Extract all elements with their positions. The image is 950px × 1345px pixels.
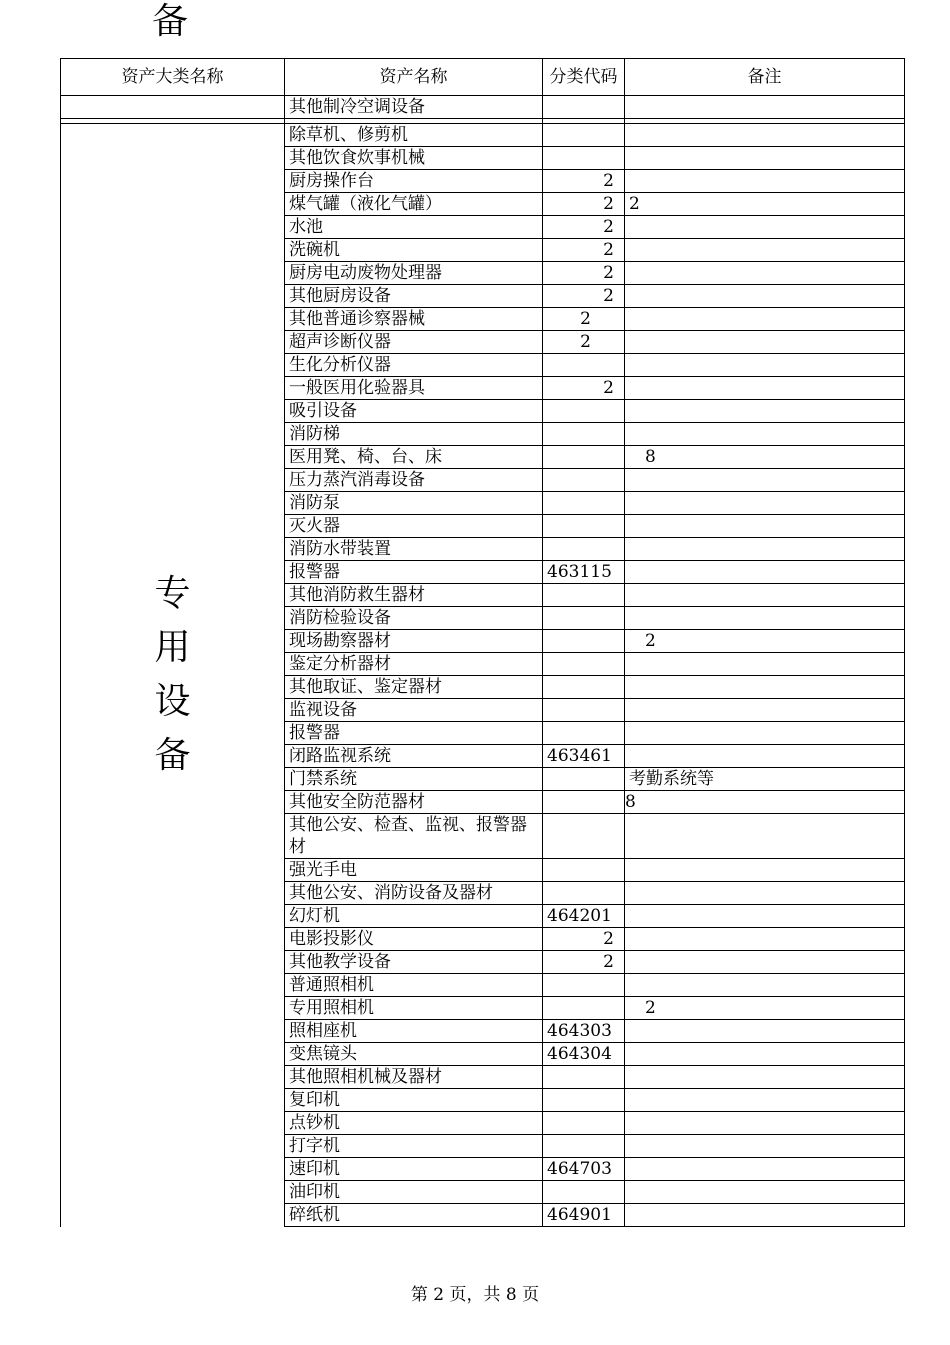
asset-name-cell: 打字机 (285, 1135, 543, 1158)
header-code: 分类代码 (543, 59, 625, 96)
note-cell (625, 653, 905, 676)
note-cell: 8 (625, 446, 905, 469)
code-cell (543, 538, 625, 561)
table-row (61, 124, 905, 147)
asset-name-cell: 其他制冷空调设备 (285, 96, 543, 119)
page-footer: 第 2 页，共 8 页 (410, 1285, 540, 1305)
asset-name-cell: 厨房操作台 (285, 170, 543, 193)
asset-name-cell: 吸引设备 (285, 400, 543, 423)
asset-name-cell: 幻灯机 (285, 905, 543, 928)
code-cell: 2 (543, 216, 625, 239)
asset-name-cell: 压力蒸汽消毒设备 (285, 469, 543, 492)
note-cell (625, 1020, 905, 1043)
note-cell: 8 (625, 791, 905, 814)
code-cell (543, 814, 625, 859)
code-cell (543, 423, 625, 446)
note-cell (625, 1158, 905, 1181)
note-cell: 2 (625, 997, 905, 1020)
code-cell (543, 653, 625, 676)
note-cell (625, 882, 905, 905)
note-cell (625, 607, 905, 630)
code-cell (543, 974, 625, 997)
note-cell (625, 400, 905, 423)
asset-name-cell: 其他公安、检查、监视、报警器材 (285, 814, 543, 859)
asset-name-cell: 其他饮食炊事机械 (285, 147, 543, 170)
note-cell (625, 814, 905, 859)
code-cell: 2 (543, 951, 625, 974)
code-cell (543, 515, 625, 538)
note-cell (625, 1204, 905, 1227)
note-cell (625, 469, 905, 492)
code-cell: 464703 (543, 1158, 625, 1181)
asset-name-cell: 速印机 (285, 1158, 543, 1181)
note-cell (625, 285, 905, 308)
asset-name-cell: 复印机 (285, 1089, 543, 1112)
code-cell (543, 354, 625, 377)
asset-name-cell: 生化分析仪器 (285, 354, 543, 377)
asset-name-cell: 变焦镜头 (285, 1043, 543, 1066)
code-cell: 464303 (543, 1020, 625, 1043)
asset-name-cell: 其他安全防范器材 (285, 791, 543, 814)
note-cell (625, 928, 905, 951)
asset-name-cell: 灭火器 (285, 515, 543, 538)
asset-name-cell: 普通照相机 (285, 974, 543, 997)
asset-name-cell: 其他普通诊察器械 (285, 308, 543, 331)
note-cell: 考勤系统等 (625, 768, 905, 791)
asset-name-cell: 照相座机 (285, 1020, 543, 1043)
note-cell (625, 262, 905, 285)
asset-name-cell: 洗碗机 (285, 239, 543, 262)
code-cell: 2 (543, 331, 625, 354)
note-cell (625, 699, 905, 722)
code-cell (543, 492, 625, 515)
code-cell (543, 1181, 625, 1204)
page-top-char: 备 (152, 1, 189, 42)
note-cell (625, 859, 905, 882)
code-cell: 463115 (543, 561, 625, 584)
code-cell (543, 147, 625, 170)
asset-name-cell: 消防检验设备 (285, 607, 543, 630)
asset-name-cell: 其他照相机械及器材 (285, 1066, 543, 1089)
category-cell (61, 124, 285, 1227)
code-cell: 2 (543, 928, 625, 951)
note-cell (625, 951, 905, 974)
asset-name-cell: 消防泵 (285, 492, 543, 515)
code-cell: 2 (543, 239, 625, 262)
note-cell (625, 354, 905, 377)
note-cell (625, 1043, 905, 1066)
code-cell (543, 630, 625, 653)
code-cell: 464201 (543, 905, 625, 928)
asset-name-cell: 鉴定分析器材 (285, 653, 543, 676)
note-cell (625, 676, 905, 699)
code-cell: 464304 (543, 1043, 625, 1066)
code-cell (543, 699, 625, 722)
note-cell (625, 239, 905, 262)
code-cell (543, 791, 625, 814)
asset-name-cell: 其他取证、鉴定器材 (285, 676, 543, 699)
note-cell (625, 561, 905, 584)
asset-name-cell: 报警器 (285, 722, 543, 745)
code-cell (543, 1112, 625, 1135)
code-cell (543, 446, 625, 469)
code-cell (543, 400, 625, 423)
table-header-row (61, 59, 905, 96)
note-cell (625, 515, 905, 538)
header-asset-name: 资产名称 (285, 59, 543, 96)
asset-name-cell: 闭路监视系统 (285, 745, 543, 768)
asset-name-cell: 专用照相机 (285, 997, 543, 1020)
asset-name-cell: 其他教学设备 (285, 951, 543, 974)
note-cell (625, 170, 905, 193)
asset-name-cell: 一般医用化验器具 (285, 377, 543, 400)
code-cell (543, 997, 625, 1020)
asset-name-cell: 水池 (285, 216, 543, 239)
asset-name-cell: 报警器 (285, 561, 543, 584)
asset-name-cell: 油印机 (285, 1181, 543, 1204)
note-cell (625, 1089, 905, 1112)
asset-table-sheet (60, 58, 904, 1227)
note-cell (625, 492, 905, 515)
asset-name-cell: 碎纸机 (285, 1204, 543, 1227)
note-cell (625, 538, 905, 561)
code-cell: 2 (543, 170, 625, 193)
note-cell (625, 974, 905, 997)
note-cell (625, 1066, 905, 1089)
category-label: 专用设备 (154, 573, 191, 777)
asset-name-cell: 门禁系统 (285, 768, 543, 791)
asset-name-cell: 除草机、修剪机 (285, 124, 543, 147)
code-cell (543, 676, 625, 699)
asset-name-cell: 点钞机 (285, 1112, 543, 1135)
note-cell (625, 1181, 905, 1204)
asset-name-cell: 其他公安、消防设备及器材 (285, 882, 543, 905)
asset-name-cell: 煤气罐（液化气罐） (285, 193, 543, 216)
note-cell (625, 216, 905, 239)
note-cell (625, 124, 905, 147)
code-cell (543, 768, 625, 791)
code-cell: 464901 (543, 1204, 625, 1227)
asset-name-cell: 消防水带装置 (285, 538, 543, 561)
code-cell (543, 722, 625, 745)
code-cell (543, 124, 625, 147)
note-cell: 2 (625, 193, 905, 216)
code-cell (543, 1089, 625, 1112)
category-cell-empty (61, 96, 285, 119)
asset-name-cell: 厨房电动废物处理器 (285, 262, 543, 285)
code-cell: 2 (543, 377, 625, 400)
header-note: 备注 (625, 59, 905, 96)
code-cell: 2 (543, 193, 625, 216)
code-cell (543, 584, 625, 607)
table-row (61, 96, 905, 119)
note-cell (625, 423, 905, 446)
note-cell (625, 905, 905, 928)
code-cell: 2 (543, 308, 625, 331)
note-cell (625, 1112, 905, 1135)
code-cell: 2 (543, 262, 625, 285)
code-cell (543, 1135, 625, 1158)
asset-name-cell: 现场勘察器材 (285, 630, 543, 653)
asset-name-cell: 电影投影仪 (285, 928, 543, 951)
code-cell (543, 96, 625, 119)
note-cell (625, 584, 905, 607)
note-cell: 2 (625, 630, 905, 653)
note-cell (625, 377, 905, 400)
header-category: 资产大类名称 (61, 59, 285, 96)
asset-name-cell: 医用凳、椅、台、床 (285, 446, 543, 469)
code-cell (543, 1066, 625, 1089)
code-cell: 2 (543, 285, 625, 308)
code-cell (543, 859, 625, 882)
asset-name-cell: 强光手电 (285, 859, 543, 882)
note-cell (625, 308, 905, 331)
note-cell (625, 331, 905, 354)
asset-table (60, 58, 905, 1227)
asset-name-cell: 监视设备 (285, 699, 543, 722)
code-cell: 463461 (543, 745, 625, 768)
note-cell (625, 1135, 905, 1158)
asset-name-cell: 其他厨房设备 (285, 285, 543, 308)
asset-name-cell: 消防梯 (285, 423, 543, 446)
note-cell (625, 745, 905, 768)
note-cell (625, 722, 905, 745)
note-cell (625, 147, 905, 170)
note-cell (625, 96, 905, 119)
code-cell (543, 882, 625, 905)
code-cell (543, 607, 625, 630)
asset-name-cell: 超声诊断仪器 (285, 331, 543, 354)
code-cell (543, 469, 625, 492)
asset-name-cell: 其他消防救生器材 (285, 584, 543, 607)
